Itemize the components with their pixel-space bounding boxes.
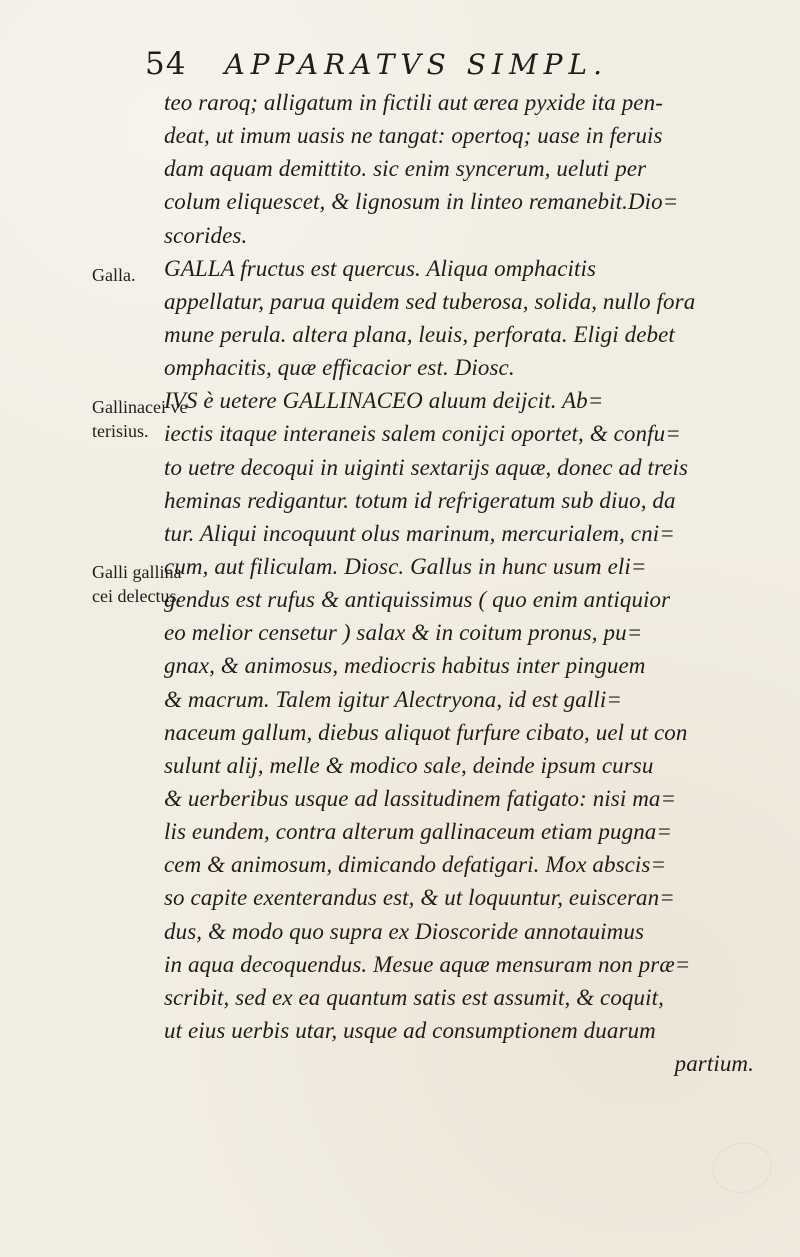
text-line: appellatur, parua quidem sed tuberosa, solida, nullo fora — [164, 288, 696, 314]
text-line: gnax, & animosus, mediocris habitus inter pinguem — [164, 653, 646, 679]
margin-note-galli-gallina: Galli gallina — [92, 562, 182, 582]
text-line: scribit, sed ex ea quantum satis est assumit, & coquit, — [164, 984, 664, 1010]
text-line: dam aquam demittito. sic enim syncerum, ueluti per — [164, 156, 647, 182]
text-line: iectis itaque interaneis salem conijci oportet, & confu= — [164, 421, 681, 447]
text-line: so capite exenterandus est, & ut loquuntur, euisceran= — [164, 885, 675, 911]
text-line-last: partium. — [674, 1051, 754, 1077]
text-line: eo melior censetur ) salax & in coitum pronus, pu= — [164, 620, 643, 646]
margin-note-delectus: cei delectus. — [92, 586, 181, 606]
margin-note-galla: Galla. — [92, 265, 136, 285]
margin-note-gallinacei: Gallinacei ve — [92, 397, 188, 417]
text-line: IVS è uetere GALLINACEO aluum deijcit. Ab= — [164, 388, 604, 414]
text-line: & uerberibus usque ad lassitudinem fatigato: nisi ma= — [164, 785, 677, 811]
text-line: cem & animosum, dimicando defatigari. Mox abscis= — [164, 852, 667, 878]
text-line: colum eliquescet, & lignosum in linteo remanebit.Dio= — [164, 189, 679, 215]
page-header — [145, 46, 760, 88]
main-text — [164, 86, 782, 1080]
text-line: lis eundem, contra alterum gallinaceum etiam pugna= — [164, 819, 673, 845]
text-line: cum, aut filiculam. Diosc. Gallus in hunc usum eli= — [164, 553, 647, 579]
text-line: scorides. — [164, 222, 248, 248]
text-line: dus, & modo quo supra ex Dioscoride annotauimus — [164, 918, 645, 944]
text-line: & macrum. Talem igitur Alectryona, id est galli= — [164, 686, 622, 712]
text-line: naceum gallum, diebus aliquot furfure cibato, uel ut con — [164, 719, 688, 745]
text-line: GALLA fructus est quercus. Aliqua omphacitis — [164, 255, 597, 281]
text-line: mune perula. altera plana, leuis, perforata. Eligi debet — [164, 321, 675, 347]
page-number: 54 — [145, 46, 187, 82]
running-title: APPARATVS SIMPL. — [224, 48, 608, 81]
text-line: sulunt alij, melle & modico sale, deinde ipsum cursu — [164, 752, 654, 778]
text-line: tur. Aliqui incoquunt olus marinum, mercurialem, cni= — [164, 520, 675, 546]
text-line: heminas redigantur. totum id refrigeratum sub diuo, da — [164, 487, 676, 513]
text-line: teo raroq; alligatum in fictili aut ærea pyxide ita pen- — [164, 90, 663, 115]
text-line: ut eius uerbis utar, usque ad consumptionem duarum — [164, 1017, 656, 1043]
text-line: to uetre decoqui in uiginti sextarijs aquæ, donec ad treis — [164, 454, 689, 480]
text-line: in aqua decoquendus. Mesue aquæ mensuram non præ= — [164, 951, 691, 977]
margin-note-terisius: terisius. — [92, 421, 149, 441]
text-line: gendus est rufus & antiquissimus ( quo enim antiquior — [164, 587, 671, 613]
text-line: omphacitis, quæ efficacior est. Diosc. — [164, 355, 515, 381]
text-line: deat, ut imum uasis ne tangat: opertoq; uase in feruis — [164, 123, 663, 149]
